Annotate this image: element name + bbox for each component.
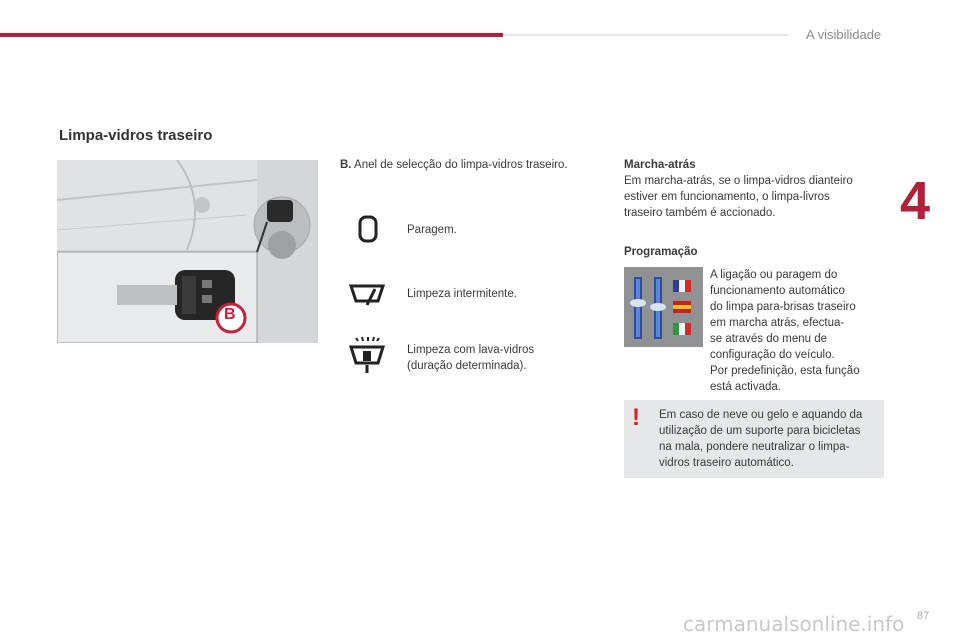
mode-wash-line-2: (duração determinada).	[407, 360, 527, 372]
reverse-line: Em marcha-atrás, se o limpa-vidros dianteiro	[624, 175, 853, 187]
programming-line: funcionamento automático	[710, 285, 845, 297]
mode-off-label: Paragem.	[407, 224, 457, 236]
photo-label-b: B	[224, 306, 236, 323]
page-title: Limpa-vidros traseiro	[59, 127, 213, 144]
configuration-menu-image	[624, 267, 703, 347]
wiper-stalk-photo	[57, 160, 318, 343]
warning-line: Em caso de neve ou gelo e aquando da	[659, 409, 863, 421]
programming-line: em marcha atrás, efectua-	[710, 317, 845, 329]
programming-heading: Programação	[624, 246, 698, 258]
wiper-stalk-illustration	[57, 160, 318, 343]
header-red-bar	[0, 33, 503, 37]
warning-icon: !	[632, 404, 640, 431]
mode-intermittent-label: Limpeza intermitente.	[407, 288, 517, 300]
config-sliders-flags-icon	[624, 267, 703, 347]
warning-text	[659, 407, 881, 471]
programming-text	[710, 267, 885, 395]
wiper-off-icon	[357, 214, 379, 244]
section-title: A visibilidade	[806, 27, 882, 42]
ring-text: Anel de selecção do limpa-vidros traseiro.	[351, 159, 568, 171]
header-grey-bar	[503, 34, 788, 36]
mode-wash-label	[407, 342, 534, 374]
mode-wash-line-1: Limpeza com lava-vidros	[407, 344, 535, 356]
programming-line: do limpa para-brisas traseiro	[710, 301, 856, 313]
reverse-line: estiver em funcionamento, o limpa-livros	[624, 191, 830, 203]
watermark: carmanualsonline.info	[683, 612, 905, 636]
ring-intro	[340, 157, 568, 173]
warning-line: vidros traseiro automático.	[659, 457, 794, 469]
reverse-section	[624, 157, 884, 221]
chapter-number: 4	[900, 171, 931, 231]
programming-line: A ligação ou paragem do	[710, 269, 838, 281]
programming-line: Por predefinição, esta função	[710, 365, 860, 377]
programming-line: está activada.	[710, 381, 781, 393]
warning-line: na mala, pondere neutralizar o limpa-	[659, 441, 850, 453]
reverse-line: traseiro também é accionado.	[624, 207, 776, 219]
ring-letter: B.	[340, 159, 352, 171]
reverse-heading: Marcha-atrás	[624, 159, 696, 171]
wiper-wash-icon	[348, 335, 386, 375]
wiper-intermittent-icon	[348, 281, 386, 307]
page-number: 87	[917, 610, 930, 622]
programming-line: configuração do veículo.	[710, 349, 835, 361]
programming-line: se através do menu de	[710, 333, 827, 345]
warning-line: utilização de um suporte para bicicletas	[659, 425, 861, 437]
